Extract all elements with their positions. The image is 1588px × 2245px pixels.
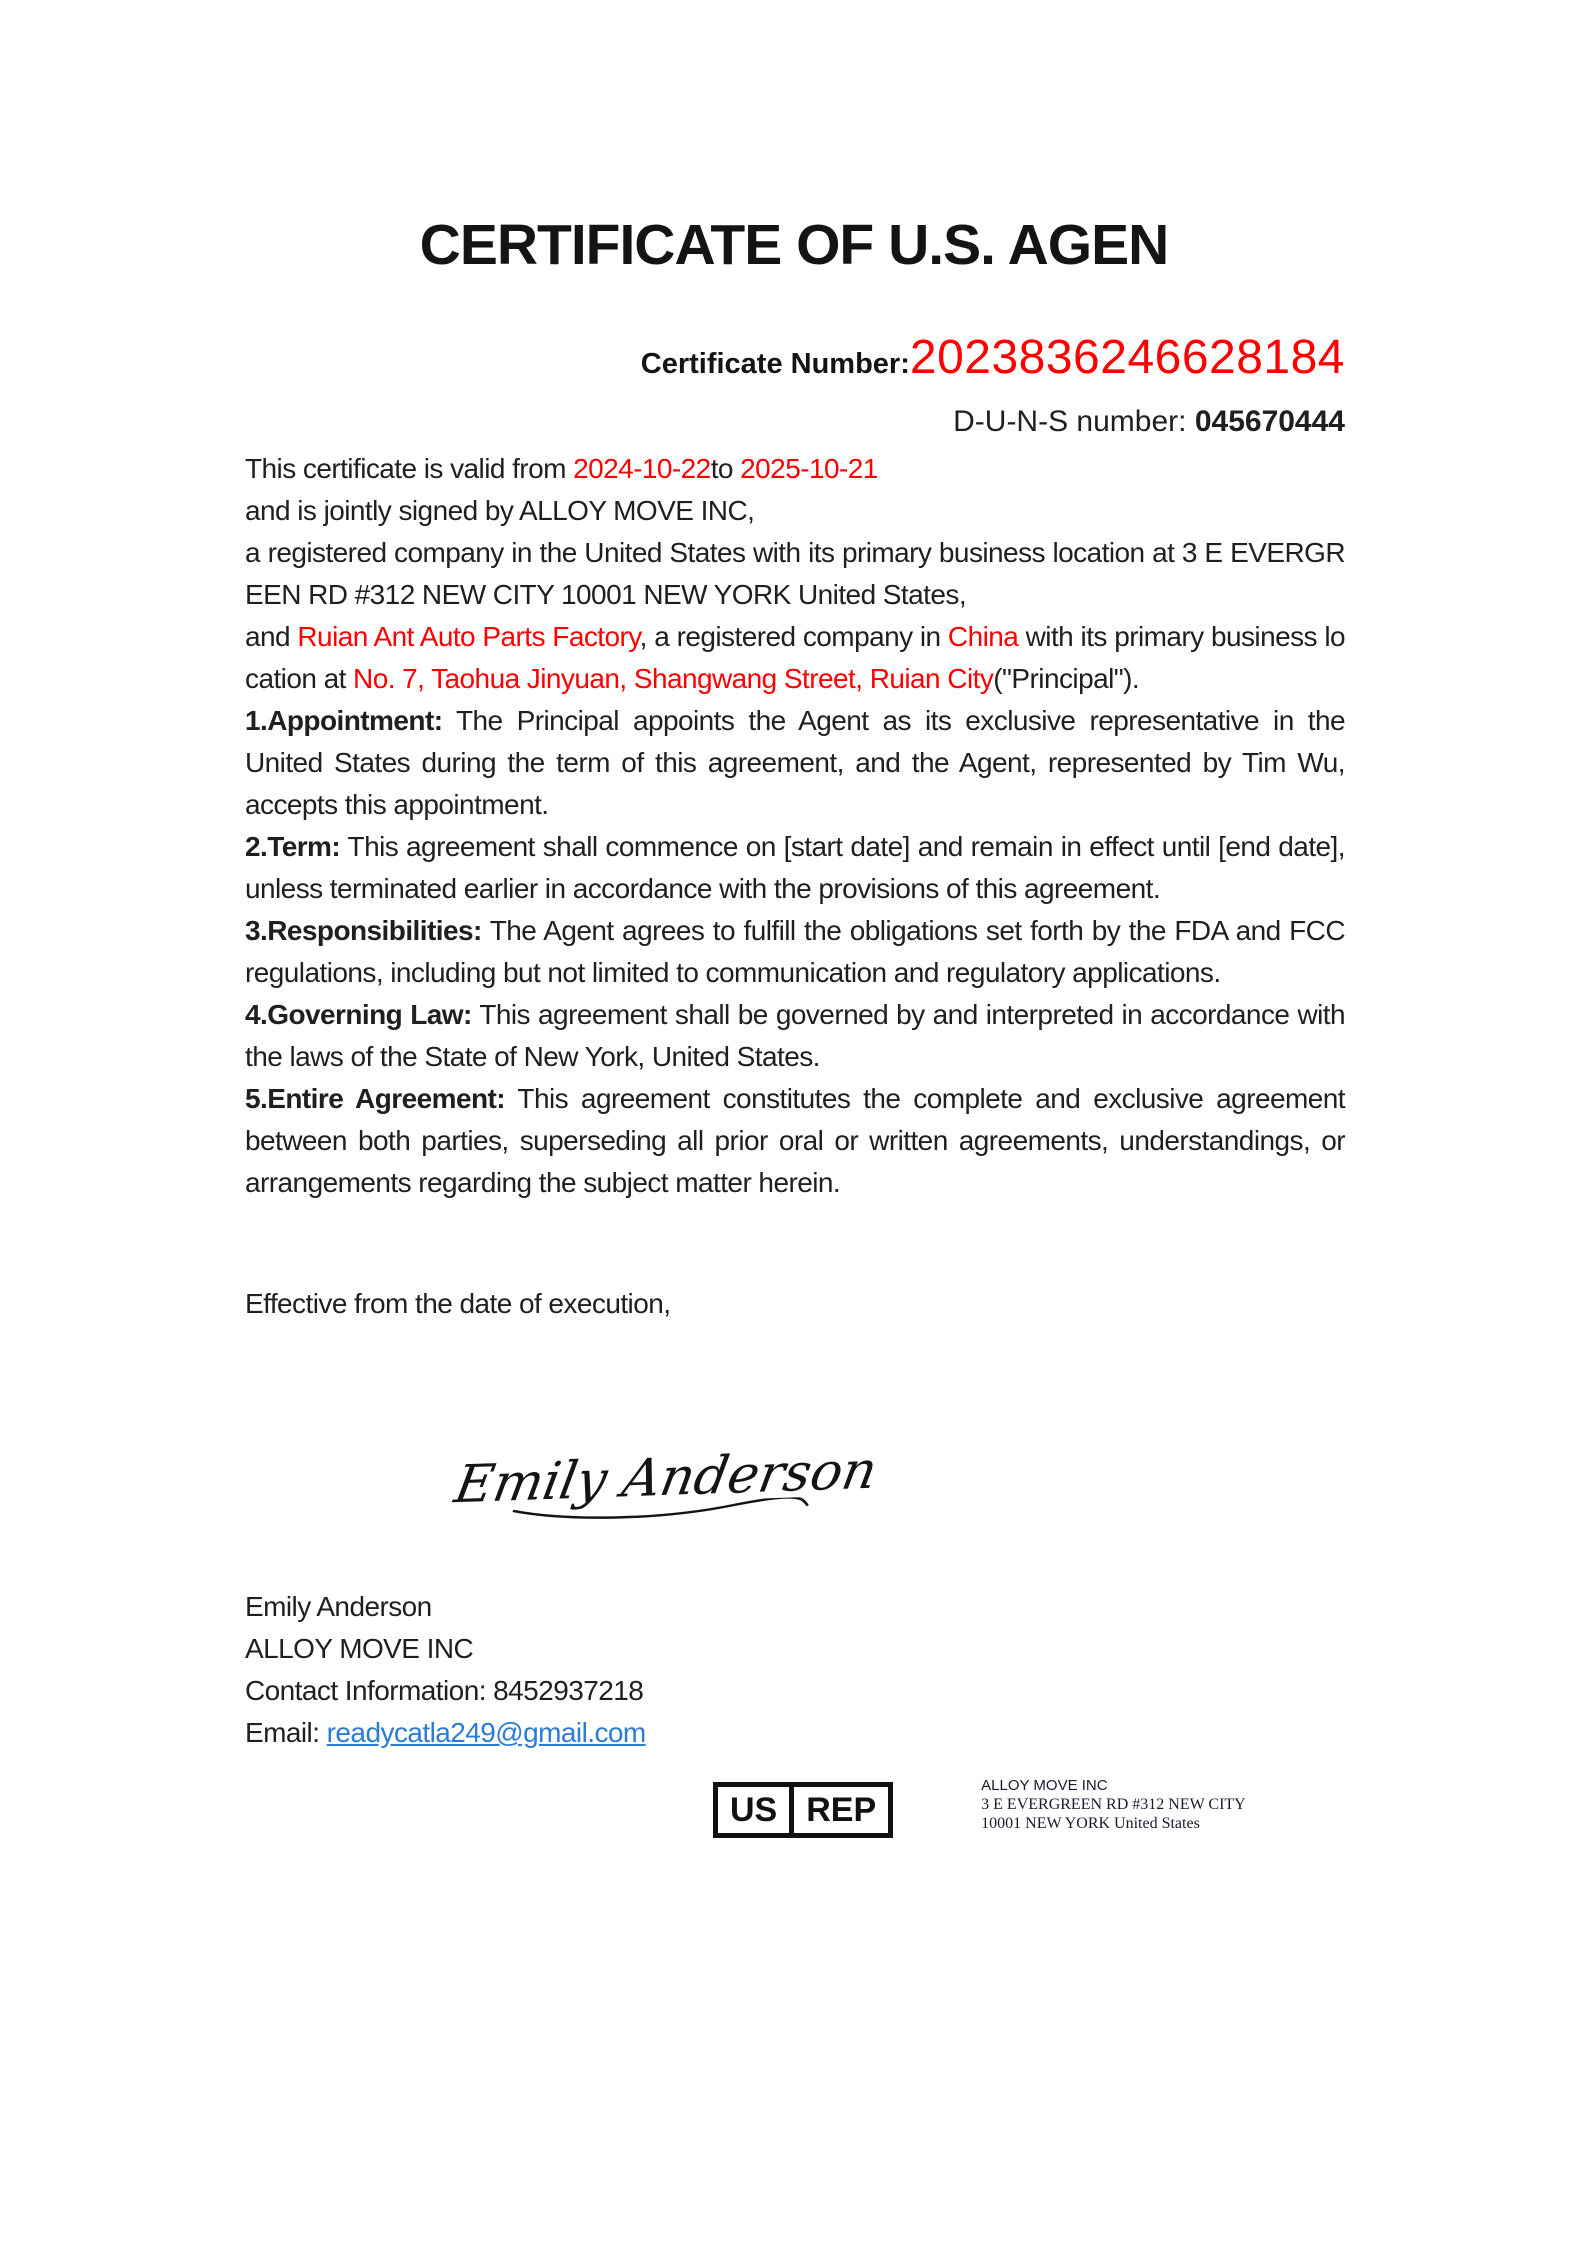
paragraph-item-1-appointment: 1.Appointment: The Principal appoints the Agent as its exclusive representative in the United States during the term of this agreement, and the Agent, represented by Tim Wu, accepts this appointment.	[245, 705, 1345, 820]
us-rep-section	[713, 1776, 1246, 1838]
us-rep-rep-box: REP	[789, 1787, 888, 1833]
paragraph-signed-by: and is jointly signed by ALLOY MOVE INC,	[245, 495, 755, 526]
email-link[interactable]: readycatla249@gmail.com	[326, 1717, 646, 1748]
us-rep-address-line: 3 E EVERGREEN RD #312 NEW CITY	[981, 1796, 1246, 1813]
duns-label: D-U-N-S number:	[953, 405, 1195, 438]
page-title: CERTIFICATE OF U.S. AGEN	[419, 213, 1169, 277]
paragraph-company-cn: and Ruian Ant Auto Parts Factory, a registered company in China with its primary business location at No. 7, Taohua Jinyuan, Shangwang Street, Ruian City("Principal").	[245, 621, 1346, 694]
us-rep-address-line: ALLOY MOVE INC	[981, 1777, 1108, 1794]
contact-email-line	[245, 1712, 646, 1754]
paragraph-item-2-term: 2.Term: This agreement shall commence on [start date] and remain in effect until [end date], unless terminated earlier in accordance with the provisions of this agreement.	[245, 831, 1345, 904]
paragraph-company-us: a registered company in the United States with its primary business location at 3 E EVERGREEN RD #312 NEW CITY 10001 NEW YORK United States,	[245, 537, 1345, 610]
paragraph-item-5-entire-agreement: 5.Entire Agreement: This agreement constitutes the complete and exclusive agreement between both parties, superseding all prior oral or written agreements, understandings, or arrangements regarding the subject matter herein.	[245, 1083, 1345, 1198]
us-rep-address	[981, 1776, 1246, 1833]
contact-phone: Contact Information: 8452937218	[245, 1675, 644, 1706]
us-rep-mark	[713, 1782, 893, 1838]
duns-value: 045670444	[1194, 405, 1345, 438]
certificate-number-label: Certificate Number:	[640, 348, 910, 380]
paragraph-item-4-governing-law: 4.Governing Law: This agreement shall be governed by and interpreted in accordance with the laws of the State of New York, United States.	[245, 999, 1345, 1072]
us-rep-us-box: US	[730, 1790, 778, 1829]
body-text	[245, 448, 1345, 1204]
signature	[422, 1440, 908, 1526]
us-rep-address-line: 10001 NEW YORK United States	[981, 1815, 1200, 1832]
signature-name: Emily Anderson	[450, 1440, 882, 1516]
contact-block	[245, 1586, 646, 1754]
paragraph-item-3-responsibilities: 3.Responsibilities: The Agent agrees to fulfill the obligations set forth by the FDA and FCC regulations, including but not limited to communication and regulatory applications.	[245, 915, 1345, 988]
email-label: Email:	[245, 1717, 327, 1748]
signatory-company: ALLOY MOVE INC	[245, 1633, 474, 1664]
certificate-number-line	[245, 331, 1345, 384]
certificate-number-value: 2023836246628184	[909, 331, 1345, 384]
duns-number-line	[245, 404, 1345, 440]
signatory-name: Emily Anderson	[245, 1591, 432, 1622]
effective-line: Effective from the date of execution,	[245, 1288, 671, 1319]
paragraph-validity: This certificate is valid from 2024-10-22to 2025-10-21	[245, 453, 878, 484]
